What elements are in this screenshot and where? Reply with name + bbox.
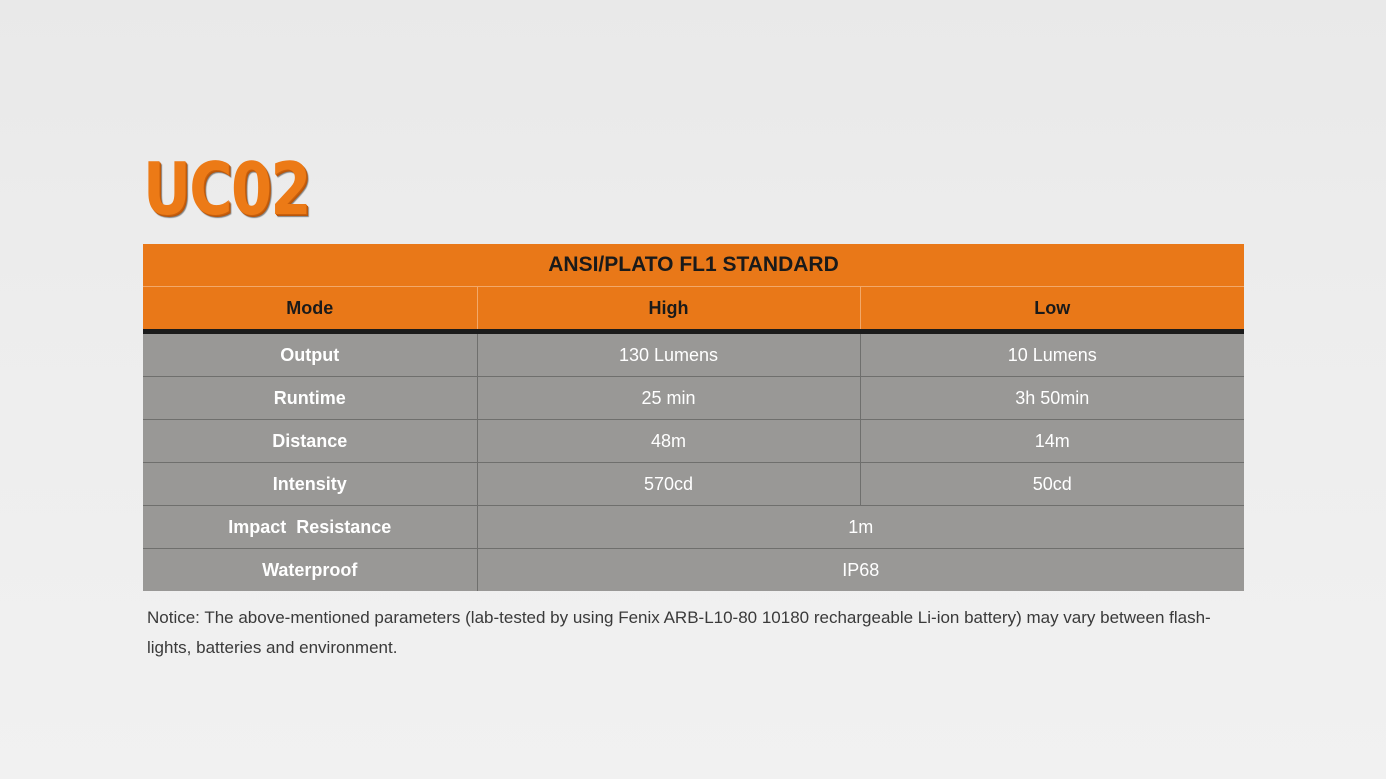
header-high: High xyxy=(477,287,860,332)
value-merged: IP68 xyxy=(477,549,1244,592)
standard-title-row xyxy=(143,244,1244,287)
row-label: Impact Resistance xyxy=(143,506,477,549)
value-low: 50cd xyxy=(860,463,1244,506)
row-waterproof xyxy=(143,549,1244,592)
row-distance xyxy=(143,420,1244,463)
row-label: Distance xyxy=(143,420,477,463)
value-merged: 1m xyxy=(477,506,1244,549)
value-low: 10 Lumens xyxy=(860,332,1244,377)
row-label: Intensity xyxy=(143,463,477,506)
value-high: 25 min xyxy=(477,377,860,420)
row-label: Runtime xyxy=(143,377,477,420)
row-runtime xyxy=(143,377,1244,420)
header-row xyxy=(143,287,1244,332)
value-high: 570cd xyxy=(477,463,860,506)
value-low: 14m xyxy=(860,420,1244,463)
spec-table xyxy=(143,244,1244,591)
notice-text: Notice: The above-mentioned parameters (lab-tested by using Fenix ARB-L10-80 10180 rechargeable Li-ion battery) may vary between flash-lights, batteries and environment. xyxy=(147,608,1211,657)
row-impact-resistance xyxy=(143,506,1244,549)
value-high: 48m xyxy=(477,420,860,463)
row-label: Output xyxy=(143,332,477,377)
header-mode: Mode xyxy=(143,287,477,332)
row-output xyxy=(143,332,1244,377)
value-high: 130 Lumens xyxy=(477,332,860,377)
header-low: Low xyxy=(860,287,1244,332)
row-intensity xyxy=(143,463,1244,506)
product-title: UC02 xyxy=(143,147,310,231)
standard-title: ANSI/PLATO FL1 STANDARD xyxy=(143,244,1244,287)
value-low: 3h 50min xyxy=(860,377,1244,420)
row-label: Waterproof xyxy=(143,549,477,592)
